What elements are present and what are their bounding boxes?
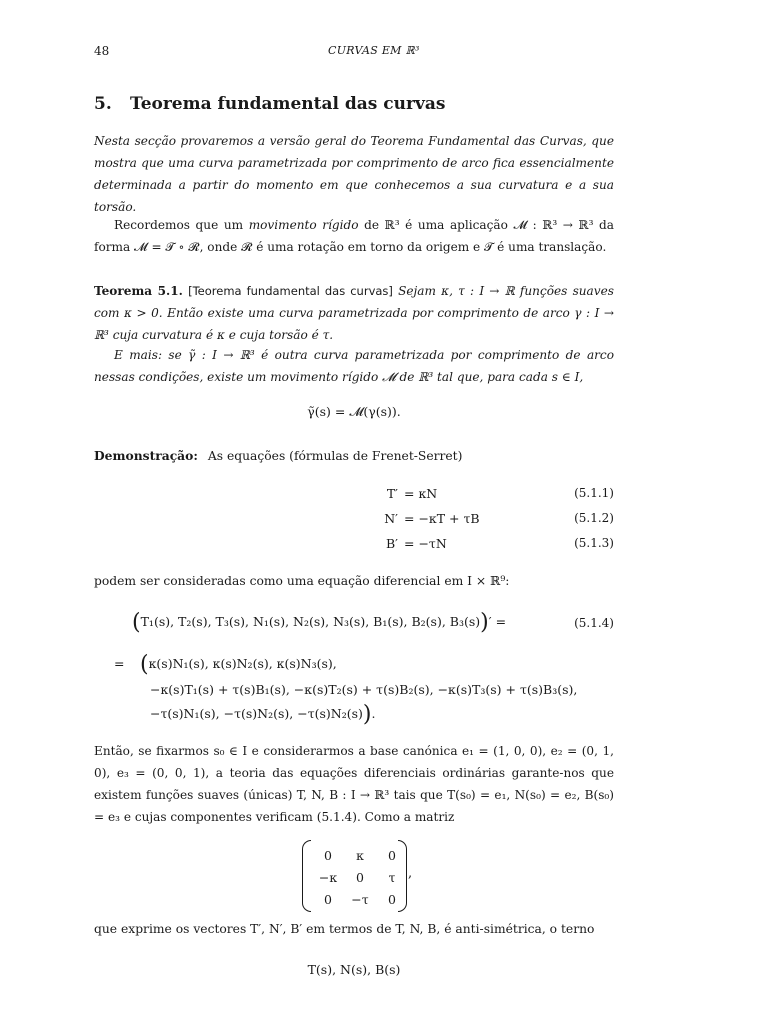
equation-rhs: = −κT + τB	[404, 511, 480, 526]
equation-number: (5.1.1)	[574, 486, 614, 500]
entao-paragraph: Então, se fixarmos s₀ ∈ I e considerarmos a base canónica e₁ = (1, 0, 0), e₂ = (0, 1, 0), e₃ = (0, 0, 1), a teoria das equações diferenciais ordinárias garante-nos que existem funções suaves (únicas) T, N, B : I → ℝ³ tais que T(s₀) = e₁, N(s₀) = e₂, B(s₀) = e₃ e cujas componentes verificam (5.1.4). Como a matriz	[94, 744, 614, 824]
matrix-table: 0 κ 0 −κ 0 τ 0 −τ 0	[318, 847, 396, 907]
intro-paragraph: Nesta secção provaremos a versão geral do Teorema Fundamental das Curvas, que mostra que uma curva parametrizada por comprimento de arco fica essencialmente determinada a partir do momento em que conhecemos a sua curvatura e a sua torsão.	[94, 134, 614, 214]
big-equation-vector: T₁(s), T₂(s), T₃(s), N₁(s), N₂(s), N₃(s), B₁(s), B₂(s), B₃(s)	[140, 614, 481, 629]
theorem-continuation: E mais: se γ̃ : I → ℝ³ é outra curva parametrizada por comprimento de arco nessas condições, existe um movimento rígido 𝓜 de ℝ³ tal que, para cada s ∈ I,	[94, 348, 614, 384]
equation-lhs: N′	[384, 511, 398, 526]
frame-display: T(s), N(s), B(s)	[307, 962, 401, 977]
equation-lhs: T′	[386, 486, 398, 501]
que-sentence: que exprime os vectores T′, N′, B′ em termos de T, N, B, é anti-simétrica, o terno	[94, 922, 595, 936]
equation-rhs: = κN	[404, 486, 438, 501]
theorem-display-equation: γ̃(s) = 𝓜(γ(s)).	[307, 404, 401, 419]
theorem-name: [Teorema fundamental das curvas]	[188, 284, 393, 298]
equation-number-5-1-4: (5.1.4)	[574, 616, 614, 630]
left-parenthesis	[302, 840, 311, 912]
big-equation-line-1: (T₁(s), T₂(s), T₃(s), N₁(s), N₂(s), N₃(s), B₁(s), B₂(s), B₃(s))′ =	[132, 610, 507, 635]
podem-sentence: podem ser consideradas como uma equação diferencial em I × ℝ⁹:	[94, 574, 510, 588]
antisymmetric-matrix	[300, 840, 420, 912]
equation-5-1-1	[0, 486, 768, 506]
section-number: 5.	[94, 94, 112, 114]
section-title: Teorema fundamental das curvas	[130, 94, 446, 114]
equation-number: (5.1.3)	[574, 536, 614, 550]
equation-5-1-2	[0, 511, 768, 531]
recall-after: de ℝ³ é uma aplicação 𝓜 : ℝ³ → ℝ³ da forma 𝓜 = 𝓣 ∘ 𝓡, onde 𝓡 é uma rotação em torno da origem e 𝓣 é uma translação.	[94, 218, 614, 254]
right-parenthesis	[398, 840, 407, 912]
proof-text: As equações (fórmulas de Frenet-Serret)	[207, 449, 463, 463]
theorem-label: Teorema 5.1.	[94, 284, 183, 298]
equation-lhs: B′	[385, 536, 398, 551]
big-equation-tail: ′ =	[488, 614, 507, 629]
running-title: CURVAS EM ℝ³	[328, 44, 420, 57]
page-number: 48	[94, 44, 110, 58]
big-equation-line-4: −τ(s)N₁(s), −τ(s)N₂(s), −τ(s)N₂(s)).	[150, 702, 376, 727]
matrix-comma: ,	[408, 866, 413, 881]
recall-term: movimento rígido	[248, 218, 359, 232]
proof-intro	[94, 448, 462, 463]
theorem-body: Sejam κ, τ : I → ℝ funções suaves com κ > 0. Então existe uma curva parametrizada por comprimento de arco γ : I → ℝ³ cuja curvatura é κ e cuja torsão é τ.	[94, 284, 614, 342]
theorem-statement	[94, 280, 614, 346]
section-heading	[94, 94, 445, 114]
recall-before: Recordemos que um	[114, 218, 249, 232]
equation-number: (5.1.2)	[574, 511, 614, 525]
big-equation-line-2: (κ(s)N₁(s), κ(s)N₂(s), κ(s)N₃(s),	[140, 652, 337, 677]
equation-5-1-3	[0, 536, 768, 556]
equation-rhs: = −τN	[404, 536, 447, 551]
proof-label: Demonstração:	[94, 448, 198, 463]
big-equation-line-3: −κ(s)T₁(s) + τ(s)B₁(s), −κ(s)T₂(s) + τ(s)B₂(s), −κ(s)T₃(s) + τ(s)B₃(s),	[150, 682, 578, 697]
big-equation-equals: =	[114, 656, 125, 671]
recall-paragraph	[94, 214, 614, 258]
